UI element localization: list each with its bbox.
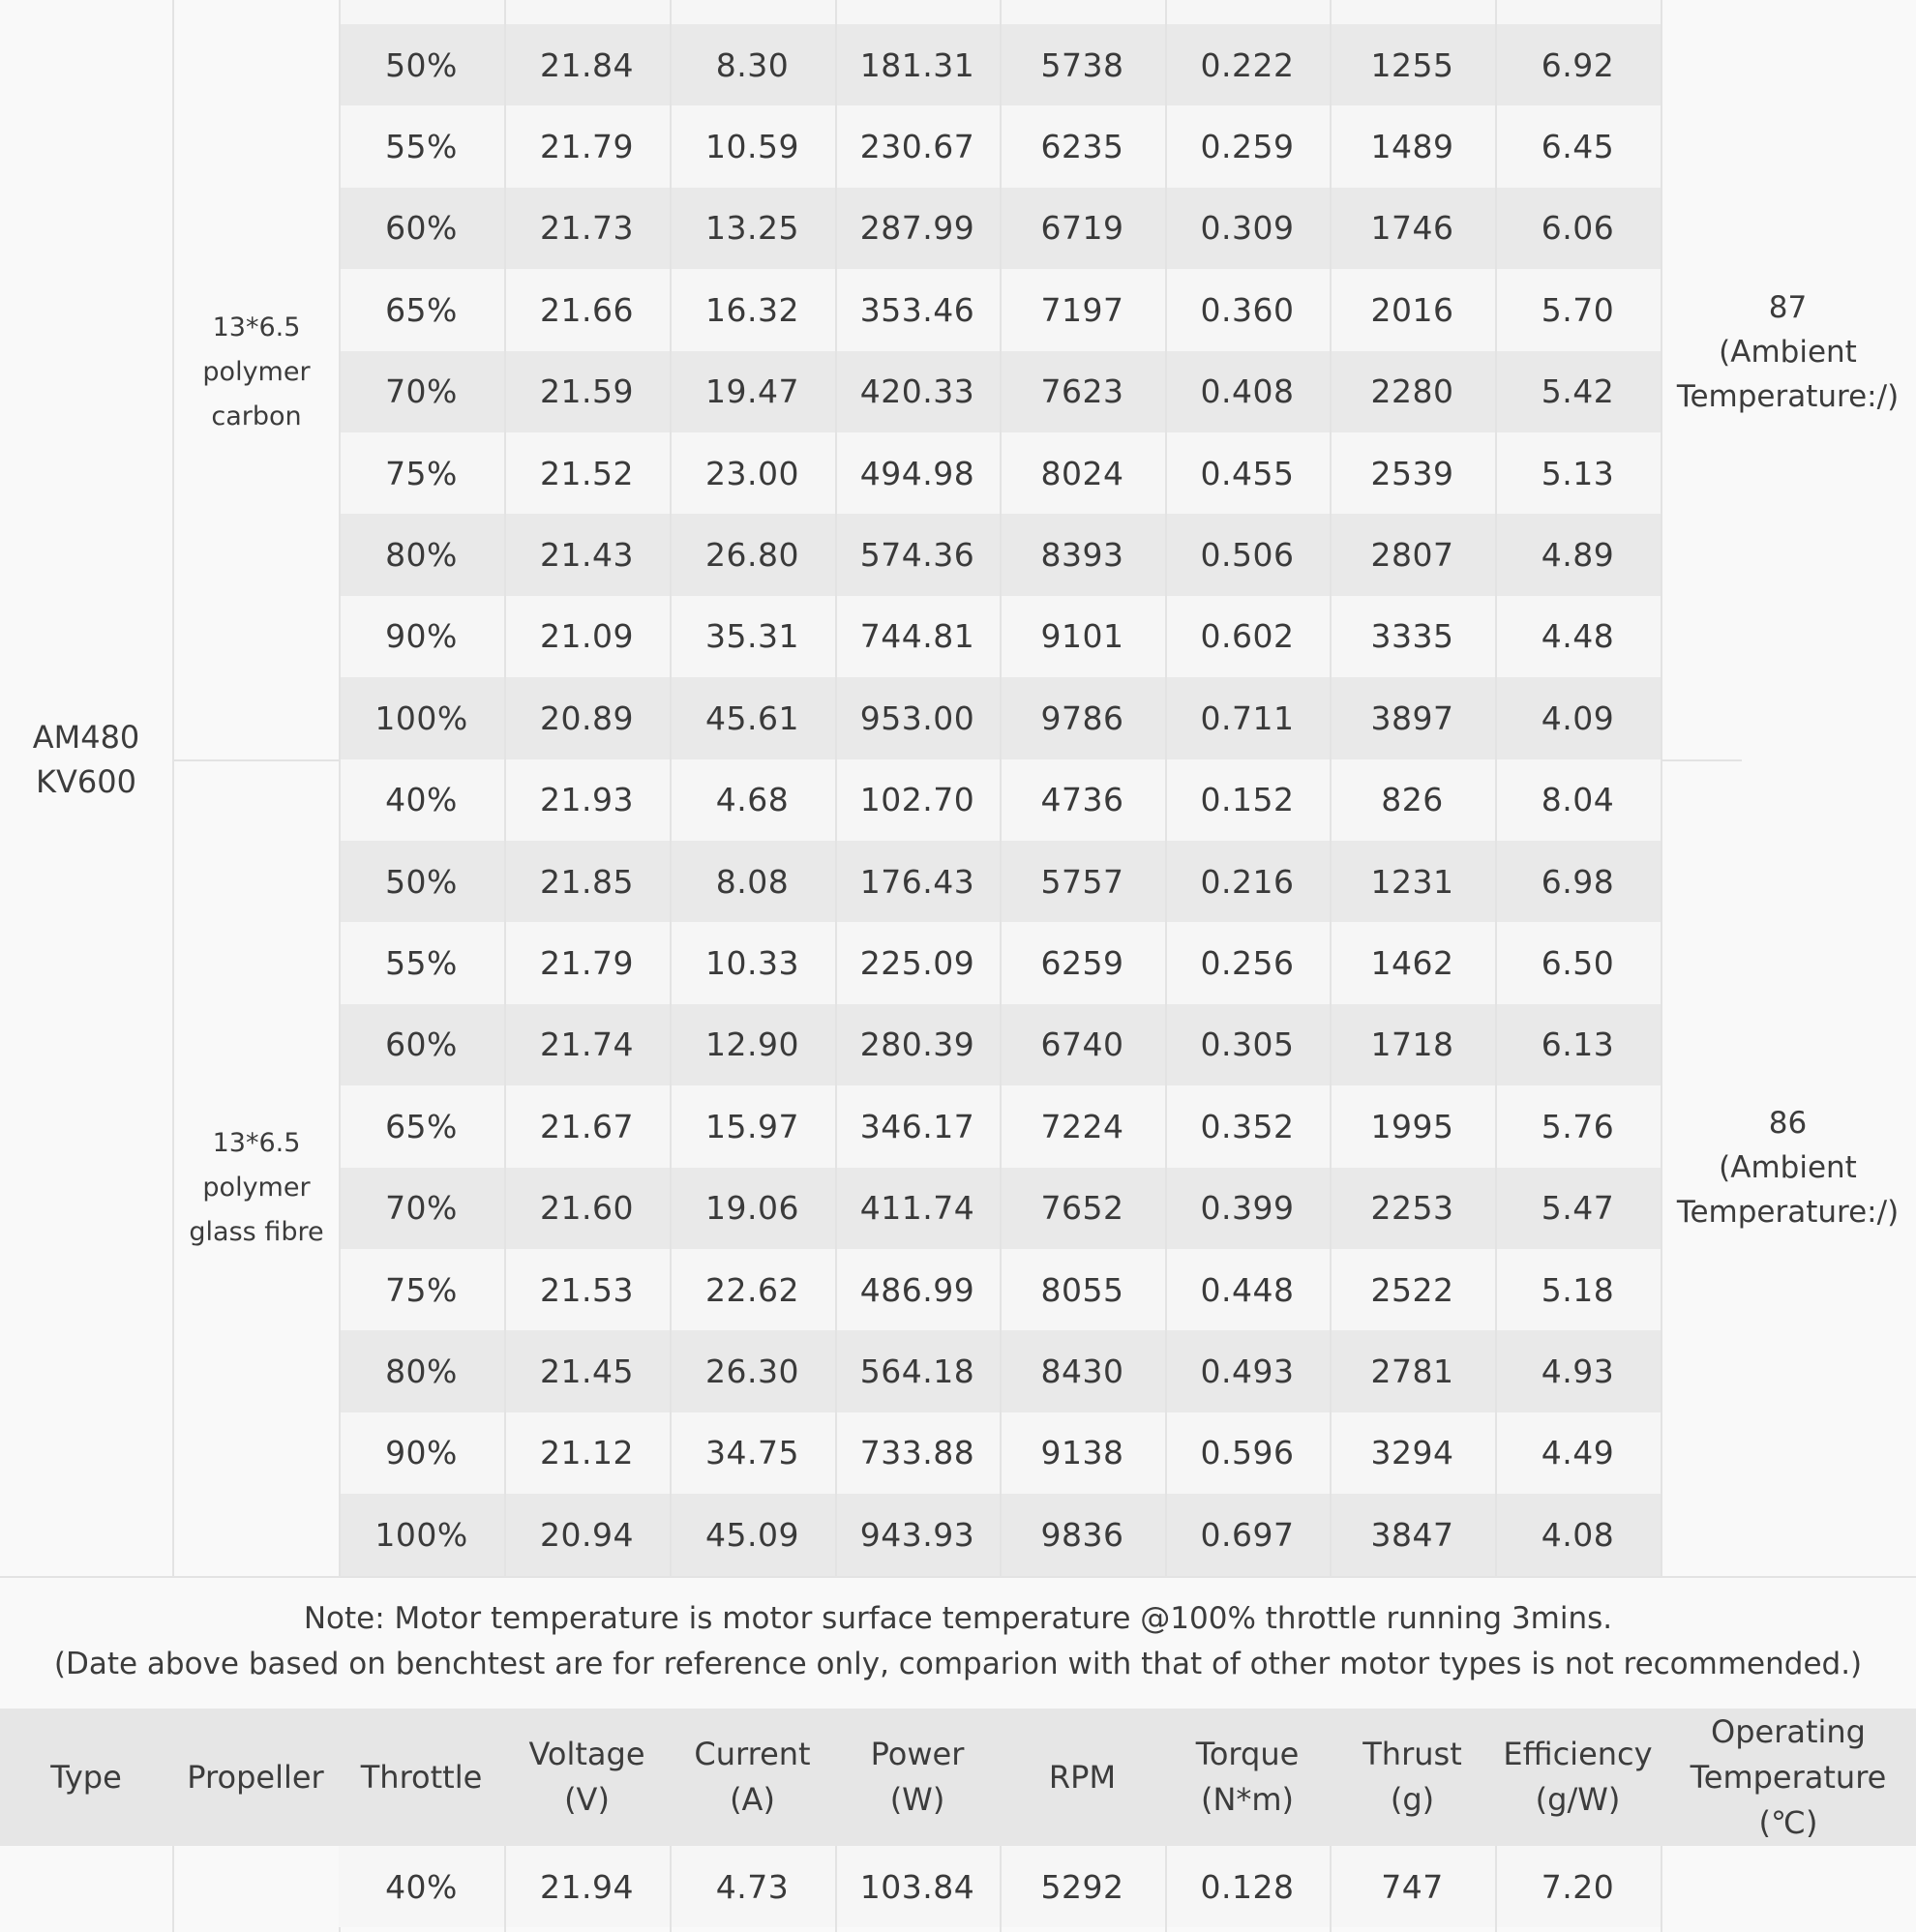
current-cell: 22.62 — [705, 1270, 799, 1309]
voltage-cell: 21.93 — [540, 781, 634, 819]
power-cell: 102.70 — [859, 781, 975, 819]
current-cell: 8.30 — [715, 45, 790, 84]
rpm-cell: 6259 — [1040, 944, 1124, 983]
temp-glass-line-1: 86 — [1768, 1106, 1808, 1141]
thrust-cell: 2807 — [1370, 536, 1454, 575]
header-text: (A) — [730, 1781, 775, 1818]
header-text: Throttle — [360, 1758, 483, 1796]
thrust-cell: 3847 — [1370, 1515, 1454, 1554]
power-cell: 574.36 — [859, 536, 975, 575]
torque-cell: 0.222 — [1200, 45, 1295, 84]
rpm-cell: 4736 — [1040, 781, 1124, 819]
throttle-cell: 90% — [385, 617, 458, 656]
voltage-cell: 21.53 — [540, 1270, 634, 1309]
header-text: Thrust — [1362, 1736, 1462, 1772]
thrust-cell: 2781 — [1370, 1352, 1454, 1391]
header-text: (W) — [889, 1781, 945, 1818]
header-text: Efficiency — [1503, 1736, 1653, 1772]
thrust-cell: 1255 — [1370, 45, 1454, 84]
current-cell: 23.00 — [705, 454, 799, 492]
efficiency-cell: 6.06 — [1541, 209, 1615, 248]
efficiency-cell: 6.50 — [1541, 944, 1615, 983]
header-text: Power — [870, 1736, 965, 1772]
header-thrust — [1330, 1709, 1495, 1846]
propeller-carbon-line-1: 13*6.5 — [212, 312, 301, 342]
power-cell: 733.88 — [859, 1434, 975, 1472]
thrust-cell: 1995 — [1370, 1107, 1454, 1145]
column-divider — [1661, 0, 1662, 1576]
rpm-cell: 8055 — [1040, 1270, 1124, 1309]
torque-cell: 0.352 — [1200, 1107, 1295, 1145]
power-cell: 225.09 — [859, 944, 975, 983]
torque-cell: 0.360 — [1200, 290, 1295, 329]
thrust-cell: 1462 — [1370, 944, 1454, 983]
header-current — [670, 1709, 835, 1846]
efficiency-cell: 5.42 — [1541, 372, 1615, 411]
propeller-carbon-line-3: carbon — [211, 401, 302, 431]
throttle-cell: 70% — [385, 1189, 458, 1228]
header-text: Type — [50, 1758, 122, 1796]
torque-cell: 0.259 — [1200, 128, 1295, 166]
torque-cell: 0.493 — [1200, 1352, 1295, 1391]
throttle-cell: 90% — [385, 1434, 458, 1472]
propeller-label-glass-fibre — [174, 1120, 339, 1256]
header-operating — [1661, 1709, 1916, 1846]
thrust-cell: 1489 — [1370, 128, 1454, 166]
power-cell: 411.74 — [859, 1189, 975, 1228]
thrust-cell: 1231 — [1370, 862, 1454, 901]
temp-glass-line-2: (Ambient — [1719, 1150, 1857, 1185]
power-cell: 346.17 — [859, 1107, 975, 1145]
thrust-cell: 3294 — [1370, 1434, 1454, 1472]
type-line-2: KV600 — [36, 763, 136, 800]
efficiency-cell: 6.92 — [1541, 45, 1615, 84]
torque-cell: 0.305 — [1200, 1025, 1295, 1064]
power-cell: 943.93 — [859, 1515, 975, 1554]
header-text: Voltage — [528, 1736, 645, 1772]
throttle-cell: 100% — [374, 1515, 468, 1554]
header-type — [0, 1709, 172, 1846]
power-cell: 486.99 — [859, 1270, 975, 1309]
torque-cell: 0.309 — [1200, 209, 1295, 248]
voltage-cell: 21.84 — [540, 45, 634, 84]
current-cell: 26.30 — [705, 1352, 799, 1391]
voltage-cell: 21.66 — [540, 290, 634, 329]
rpm-cell: 9101 — [1040, 617, 1124, 656]
current-cell: 34.75 — [705, 1434, 799, 1472]
torque-cell: 0.448 — [1200, 1270, 1295, 1309]
throttle-cell: 60% — [385, 1025, 458, 1064]
header-text: (V) — [564, 1781, 610, 1818]
efficiency-cell: 4.89 — [1541, 536, 1615, 575]
torque-cell: 0.506 — [1200, 536, 1295, 575]
throttle-cell: 50% — [385, 45, 458, 84]
rpm-cell: 5292 — [1040, 1867, 1124, 1906]
throttle-cell: 60% — [385, 209, 458, 248]
power-cell: 287.99 — [859, 209, 975, 248]
current-cell: 15.97 — [705, 1107, 799, 1145]
power-cell: 280.39 — [859, 1025, 975, 1064]
rpm-cell: 5738 — [1040, 45, 1124, 84]
column-divider — [172, 0, 174, 1576]
voltage-cell: 21.09 — [540, 617, 634, 656]
current-cell: 4.73 — [715, 1867, 790, 1906]
thrust-cell: 1746 — [1370, 209, 1454, 248]
voltage-cell: 21.79 — [540, 944, 634, 983]
temp-glass-line-3: Temperature:/) — [1676, 1195, 1900, 1230]
efficiency-cell: 5.13 — [1541, 454, 1615, 492]
power-cell: 103.84 — [859, 1867, 975, 1906]
efficiency-cell: 5.70 — [1541, 290, 1615, 329]
throttle-cell: 55% — [385, 128, 458, 166]
throttle-cell: 55% — [385, 944, 458, 983]
current-cell: 19.47 — [705, 372, 799, 411]
power-cell: 494.98 — [859, 454, 975, 492]
column-divider — [1661, 1846, 1662, 1932]
voltage-cell: 21.79 — [540, 128, 634, 166]
header-text: (g/W) — [1535, 1781, 1621, 1818]
power-cell: 230.67 — [859, 128, 975, 166]
temp-carbon-line-1: 87 — [1768, 290, 1808, 325]
voltage-cell: 21.74 — [540, 1025, 634, 1064]
temp-carbon-line-3: Temperature:/) — [1676, 379, 1900, 414]
header-text: (N*m) — [1200, 1781, 1295, 1818]
throttle-cell: 80% — [385, 536, 458, 575]
power-cell: 420.33 — [859, 372, 975, 411]
efficiency-cell: 6.13 — [1541, 1025, 1615, 1064]
header-text: Temperature — [1690, 1758, 1887, 1796]
operating-temp-carbon — [1660, 284, 1916, 420]
group-divider — [1661, 759, 1742, 761]
efficiency-cell: 8.04 — [1541, 781, 1615, 819]
header-efficiency — [1495, 1709, 1661, 1846]
rpm-cell: 8430 — [1040, 1352, 1124, 1391]
voltage-cell: 21.60 — [540, 1189, 634, 1228]
header-propeller — [172, 1709, 339, 1846]
header-text: RPM — [1048, 1758, 1117, 1796]
torque-cell: 0.256 — [1200, 944, 1295, 983]
throttle-cell: 75% — [385, 454, 458, 492]
propeller-glass-line-1: 13*6.5 — [212, 1128, 301, 1158]
efficiency-cell: 4.49 — [1541, 1434, 1615, 1472]
power-cell: 181.31 — [859, 45, 975, 84]
current-cell: 10.33 — [705, 944, 799, 983]
temp-carbon-line-2: (Ambient — [1719, 335, 1857, 370]
rpm-cell: 7652 — [1040, 1189, 1124, 1228]
current-cell: 13.25 — [705, 209, 799, 248]
throttle-cell: 75% — [385, 1270, 458, 1309]
column-divider — [172, 1846, 174, 1932]
power-cell: 564.18 — [859, 1352, 975, 1391]
thrust-cell: 3897 — [1370, 698, 1454, 737]
throttle-cell: 40% — [385, 781, 458, 819]
rpm-cell: 9786 — [1040, 698, 1124, 737]
header-text: Torque — [1195, 1736, 1300, 1772]
throttle-cell: 100% — [374, 698, 468, 737]
motor-type-label — [0, 706, 172, 813]
torque-cell: 0.216 — [1200, 862, 1295, 901]
current-cell: 19.06 — [705, 1189, 799, 1228]
thrust-cell: 747 — [1381, 1867, 1444, 1906]
current-cell: 12.90 — [705, 1025, 799, 1064]
voltage-cell: 21.85 — [540, 862, 634, 901]
current-cell: 26.80 — [705, 536, 799, 575]
voltage-cell: 21.73 — [540, 209, 634, 248]
efficiency-cell: 5.47 — [1541, 1189, 1615, 1228]
current-cell: 4.68 — [715, 781, 790, 819]
efficiency-cell: 4.09 — [1541, 698, 1615, 737]
header-text: Propeller — [187, 1758, 324, 1796]
efficiency-cell: 5.76 — [1541, 1107, 1615, 1145]
voltage-cell: 20.89 — [540, 698, 634, 737]
torque-cell: 0.128 — [1200, 1867, 1295, 1906]
voltage-cell: 21.94 — [540, 1867, 634, 1906]
rpm-cell: 8024 — [1040, 454, 1124, 492]
torque-cell: 0.602 — [1200, 617, 1295, 656]
efficiency-cell: 6.45 — [1541, 128, 1615, 166]
thrust-cell: 2522 — [1370, 1270, 1454, 1309]
rpm-cell: 6740 — [1040, 1025, 1124, 1064]
voltage-cell: 20.94 — [540, 1515, 634, 1554]
header-throttle — [339, 1709, 504, 1846]
throttle-cell: 80% — [385, 1352, 458, 1391]
torque-cell: 0.596 — [1200, 1434, 1295, 1472]
rpm-cell: 9836 — [1040, 1515, 1124, 1554]
efficiency-cell: 4.93 — [1541, 1352, 1615, 1391]
propeller-glass-line-2: polymer — [202, 1173, 311, 1203]
current-cell: 10.59 — [705, 128, 799, 166]
throttle-cell: 40% — [385, 1867, 458, 1906]
efficiency-cell: 4.48 — [1541, 617, 1615, 656]
propeller-carbon-line-2: polymer — [202, 357, 311, 387]
rpm-cell: 8393 — [1040, 536, 1124, 575]
torque-cell: 0.152 — [1200, 781, 1295, 819]
header-text: Current — [694, 1736, 811, 1772]
header-rpm — [1000, 1709, 1165, 1846]
thrust-cell: 2280 — [1370, 372, 1454, 411]
header-torque — [1165, 1709, 1330, 1846]
header-text: (g) — [1390, 1781, 1435, 1818]
voltage-cell: 21.12 — [540, 1434, 634, 1472]
table-bottom-line — [0, 1576, 1916, 1578]
header-power — [835, 1709, 1000, 1846]
note-line-1: Note: Motor temperature is motor surface temperature @100% throttle running 3mins. — [303, 1601, 1613, 1636]
header-voltage — [504, 1709, 670, 1846]
current-cell: 16.32 — [705, 290, 799, 329]
current-cell: 35.31 — [705, 617, 799, 656]
efficiency-cell: 7.20 — [1541, 1867, 1615, 1906]
operating-temp-glass-fibre — [1660, 1100, 1916, 1235]
efficiency-cell: 5.18 — [1541, 1270, 1615, 1309]
thrust-cell: 2016 — [1370, 290, 1454, 329]
power-cell: 353.46 — [859, 290, 975, 329]
torque-cell: 0.455 — [1200, 454, 1295, 492]
current-cell: 8.08 — [715, 862, 790, 901]
header-text: Operating — [1711, 1712, 1866, 1750]
rpm-cell: 6235 — [1040, 128, 1124, 166]
voltage-cell: 21.59 — [540, 372, 634, 411]
efficiency-cell: 6.98 — [1541, 862, 1615, 901]
current-cell: 45.61 — [705, 698, 799, 737]
note-line-2: (Date above based on benchtest are for reference only, comparion with that of other motor types is not recommended.) — [53, 1647, 1863, 1681]
rpm-cell: 6719 — [1040, 209, 1124, 248]
voltage-cell: 21.43 — [540, 536, 634, 575]
propeller-glass-line-3: glass fibre — [189, 1217, 324, 1247]
voltage-cell: 21.52 — [540, 454, 634, 492]
rpm-cell: 7623 — [1040, 372, 1124, 411]
power-cell: 744.81 — [859, 617, 975, 656]
thrust-cell: 826 — [1381, 781, 1444, 819]
throttle-cell: 65% — [385, 290, 458, 329]
rpm-cell: 7197 — [1040, 290, 1124, 329]
voltage-cell: 21.67 — [540, 1107, 634, 1145]
group-divider — [172, 759, 339, 761]
thrust-cell: 2253 — [1370, 1189, 1454, 1228]
torque-cell: 0.399 — [1200, 1189, 1295, 1228]
throttle-cell: 50% — [385, 862, 458, 901]
thrust-cell: 2539 — [1370, 454, 1454, 492]
power-cell: 176.43 — [859, 862, 975, 901]
rpm-cell: 9138 — [1040, 1434, 1124, 1472]
thrust-cell: 1718 — [1370, 1025, 1454, 1064]
propeller-label-carbon — [174, 305, 339, 440]
torque-cell: 0.697 — [1200, 1515, 1295, 1554]
header-text: (℃) — [1758, 1803, 1818, 1841]
throttle-cell: 65% — [385, 1107, 458, 1145]
torque-cell: 0.711 — [1200, 698, 1295, 737]
throttle-cell: 70% — [385, 372, 458, 411]
current-cell: 45.09 — [705, 1515, 799, 1554]
voltage-cell: 21.45 — [540, 1352, 634, 1391]
thrust-cell: 3335 — [1370, 617, 1454, 656]
torque-cell: 0.408 — [1200, 372, 1295, 411]
rpm-cell: 7224 — [1040, 1107, 1124, 1145]
efficiency-cell: 4.08 — [1541, 1515, 1615, 1554]
power-cell: 953.00 — [859, 698, 975, 737]
type-line-1: AM480 — [32, 719, 140, 756]
rpm-cell: 5757 — [1040, 862, 1124, 901]
